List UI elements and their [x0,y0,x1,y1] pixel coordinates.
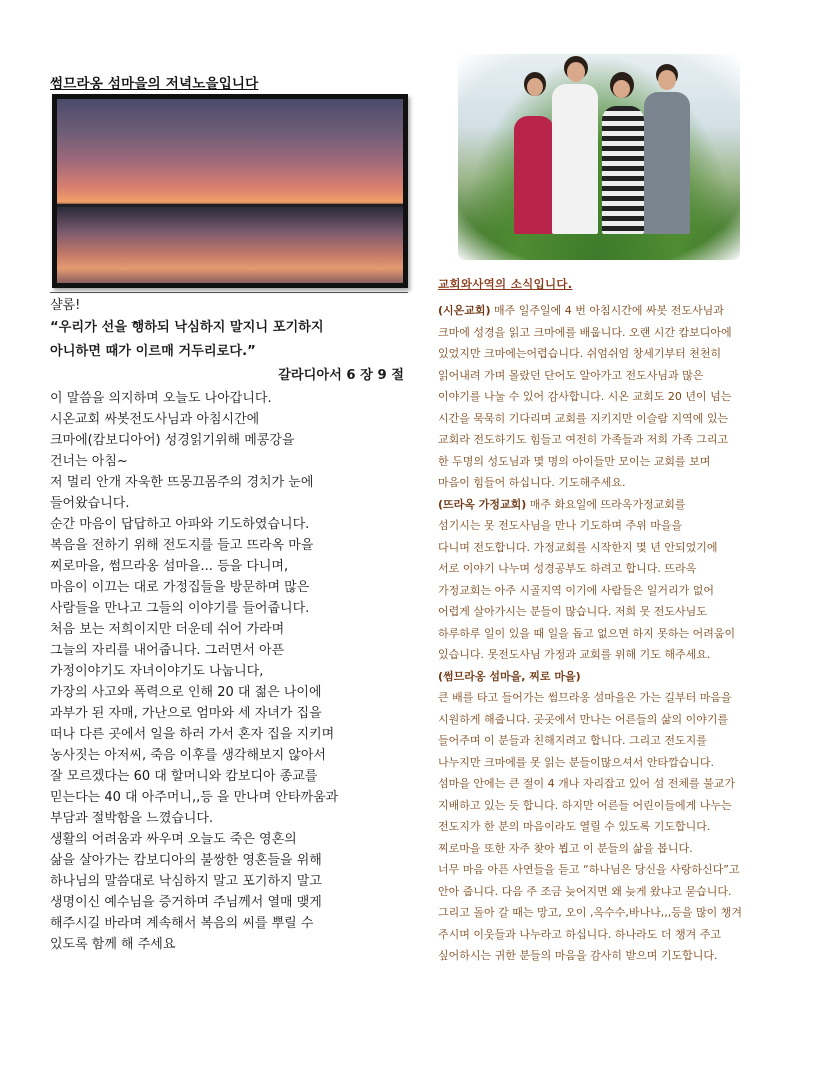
right-body-line: 시원하게 해줍니다. 곳곳에서 만나는 어른들의 삶의 이야기를 [438,712,729,726]
family-photo [458,54,740,260]
quote-line-1: “우리가 선을 행하되 낙심하지 말지니 포기하지 [50,320,324,335]
right-body-line: 그리고 돌아 갈 때는 망고, 오이 ,옥수수,바나나,,,등을 많이 챙겨 [438,906,742,919]
right-body-line: 가정교회는 아주 시골지역 이기에 사람들은 일거리가 없어 [438,583,715,597]
left-body-line: 해주시길 바라며 계속해서 복음의 씨를 뿌릴 수 [50,916,314,931]
right-title: 교회와사역의 소식입니다. [438,277,573,291]
left-body [50,388,412,955]
divider [50,292,408,293]
right-body-line: 크마에 성경을 읽고 크마에를 배웁니다. 오랜 시간 캄보디아에 [438,325,732,339]
left-body-line: 부담과 절박함을 느꼈습니다. [50,811,214,826]
right-body-line: 주시며 이웃들과 나누라고 하십니다. 하나라도 더 챙겨 주고 [438,927,721,941]
right-body-line: 읽어내려 가며 몰랐던 단어도 알아가고 전도사님과 많은 [438,368,704,382]
right-body-line: 지배하고 있는 듯 합니다. 하지만 어른들 어린이들에게 나누는 [438,798,732,812]
left-column [50,295,412,955]
left-body-line: 생활의 어려움과 싸우며 오늘도 죽은 영혼의 [50,832,297,847]
left-body-line: 떠나 다른 곳에서 일을 하러 가서 혼자 집을 지키며 [50,727,335,742]
left-body-line: 순간 마음이 답답하고 아파와 기도하였습니다. [50,517,310,532]
right-body-line: 너무 마음 아픈 사연들을 듣고 “하나님은 당신을 사랑하신다”고 [438,863,740,876]
right-body-line: 이야기를 나눌 수 있어 감사합니다. 시온 교회도 20 년이 넘는 [438,390,732,403]
left-body-line: 이 말씀을 의지하며 오늘도 나아갑니다. [50,391,272,406]
right-body-line: 찌로마을 또한 자주 찾아 뵙고 이 분들의 삶을 봅니다. [438,841,693,855]
right-body-line: (썸므라옹 섬마을, 찌로 마을) [438,669,581,683]
left-body-line: 과부가 된 자매, 가난으로 엄마와 세 자녀가 집을 [50,706,322,721]
right-body-line: 다니며 전도합니다. 가정교회를 시작한지 몇 년 안되었기에 [438,540,718,554]
left-body-line: 그늘의 자리를 내어줍니다. 그러면서 아픈 [50,643,285,658]
right-body-line: 교회라 전도하기도 힘들고 여전히 가족들과 저희 가족 그리고 [438,433,729,446]
right-body-line: (시온교회) 매주 일주일에 4 번 아침시간에 싸봇 전도사님과 [438,304,724,317]
right-body-line: 마음이 힘들어 하십니다. 기도해주세요. [438,476,626,489]
verse-reference: 갈라디아서 6 장 9 절 [278,368,404,383]
right-body-line: 하루하루 일이 있을 때 일을 돕고 없으면 하지 못하는 어려움이 [438,626,736,640]
right-body-line: 나누지만 크마에를 못 읽는 분들이많으셔서 안타깝습니다. [438,755,715,769]
left-body-line: 크마에(캄보디아어) 성경읽기위해 메콩강을 [50,433,295,448]
left-body-line: 처음 보는 저희이지만 더운데 쉬어 가라며 [50,622,285,637]
left-body-line: 복음을 전하기 위해 전도지를 들고 뜨라옥 마을 [50,538,314,553]
left-body-line: 찌로마을, 썸므라옹 섬마을... 등을 다니며, [50,559,289,574]
right-body-line: 섬마을 안에는 큰 절이 4 개나 자리잡고 있어 섬 전체를 불교가 [438,777,735,790]
left-body-line: 저 멀리 안개 자욱한 뜨몽끄몸주의 경치가 눈에 [50,475,314,490]
right-body-line: 섬기시는 못 전도사님을 만나 기도하며 주위 마을을 [438,519,683,532]
right-body-line: 있었지만 크마에는어렵습니다. 쉬엄쉬엄 창세기부터 천천히 [438,347,722,360]
left-body-line: 믿는다는 40 대 아주머니,,등 을 만나며 안타까움과 [50,790,339,805]
left-body-line: 건너는 아침~ [50,454,128,469]
left-body-line: 가정이야기도 자녀이야기도 나눕니다, [50,664,264,679]
right-body-line: 싶어하시는 귀한 분들의 마음을 감사히 받으며 기도합니다. [438,949,718,962]
left-body-line: 들어왔습니다. [50,496,130,511]
right-body-line: 큰 배를 타고 들어가는 썸므라옹 섬마을은 가는 길부터 마음을 [438,691,732,704]
right-body-line: 한 두명의 성도님과 몇 명의 아이들만 모이는 교회를 보며 [438,454,711,468]
greeting: 샬롬! [50,298,81,313]
right-column [438,300,790,967]
left-body-line: 잘 모르겠다는 60 대 할머니와 캄보디아 종교를 [50,769,318,784]
right-body-line: 들어주며 이 분들과 친해지려고 합니다. 그리고 전도지를 [438,734,707,747]
right-body-line: 안아 줍니다. 다음 주 조금 늦어지면 왜 늦게 왔냐고 묻습니다. [438,884,732,898]
left-body-line: 하나님의 말씀대로 낙심하지 말고 포기하지 말고 [50,874,322,889]
quote-line-2: 아니하면 때가 이르매 거두리로다.” [50,344,256,359]
left-title: 썸므라옹 섬마을의 저녁노을입니다 [50,76,259,92]
left-body-line: 마음이 이끄는 대로 가정집들을 방문하며 많은 [50,580,310,595]
right-body-line: 시간을 묵묵히 기다리며 교회를 지키지만 이슬람 지역에 있는 [438,411,729,425]
left-body-line: 있도록 함께 해 주세요 [50,937,176,952]
sunset-photo [52,94,408,288]
right-body-line: 전도지가 한 분의 마음이라도 열릴 수 있도록 기도합니다. [438,820,711,833]
right-body-line: 있습니다. 못전도사님 가정과 교회를 위해 기도 해주세요. [438,648,711,661]
right-body-line: (뜨라옥 가정교회) 매주 화요일에 뜨라옥가정교회를 [438,497,686,511]
left-body-line: 가장의 사고와 폭력으로 인해 20 대 젊은 나이에 [50,685,322,700]
right-body-line: 어렵게 살아가시는 분들이 많습니다. 저희 못 전도사님도 [438,605,707,618]
right-body-line: 서로 이야기 나누며 성경공부도 하려고 합니다. 뜨라옥 [438,562,697,575]
left-body-line: 시온교회 싸봇전도사님과 아침시간에 [50,412,260,427]
left-body-line: 농사짓는 아저씨, 죽음 이후를 생각해보지 않아서 [50,748,326,763]
left-body-line: 생명이신 예수님을 증거하며 주님께서 열매 맺게 [50,895,322,910]
left-body-line: 사람들을 만나고 그들의 이야기를 들어줍니다. [50,601,310,616]
left-body-line: 삶을 살아가는 캄보디아의 불쌍한 영혼들을 위해 [50,853,322,868]
